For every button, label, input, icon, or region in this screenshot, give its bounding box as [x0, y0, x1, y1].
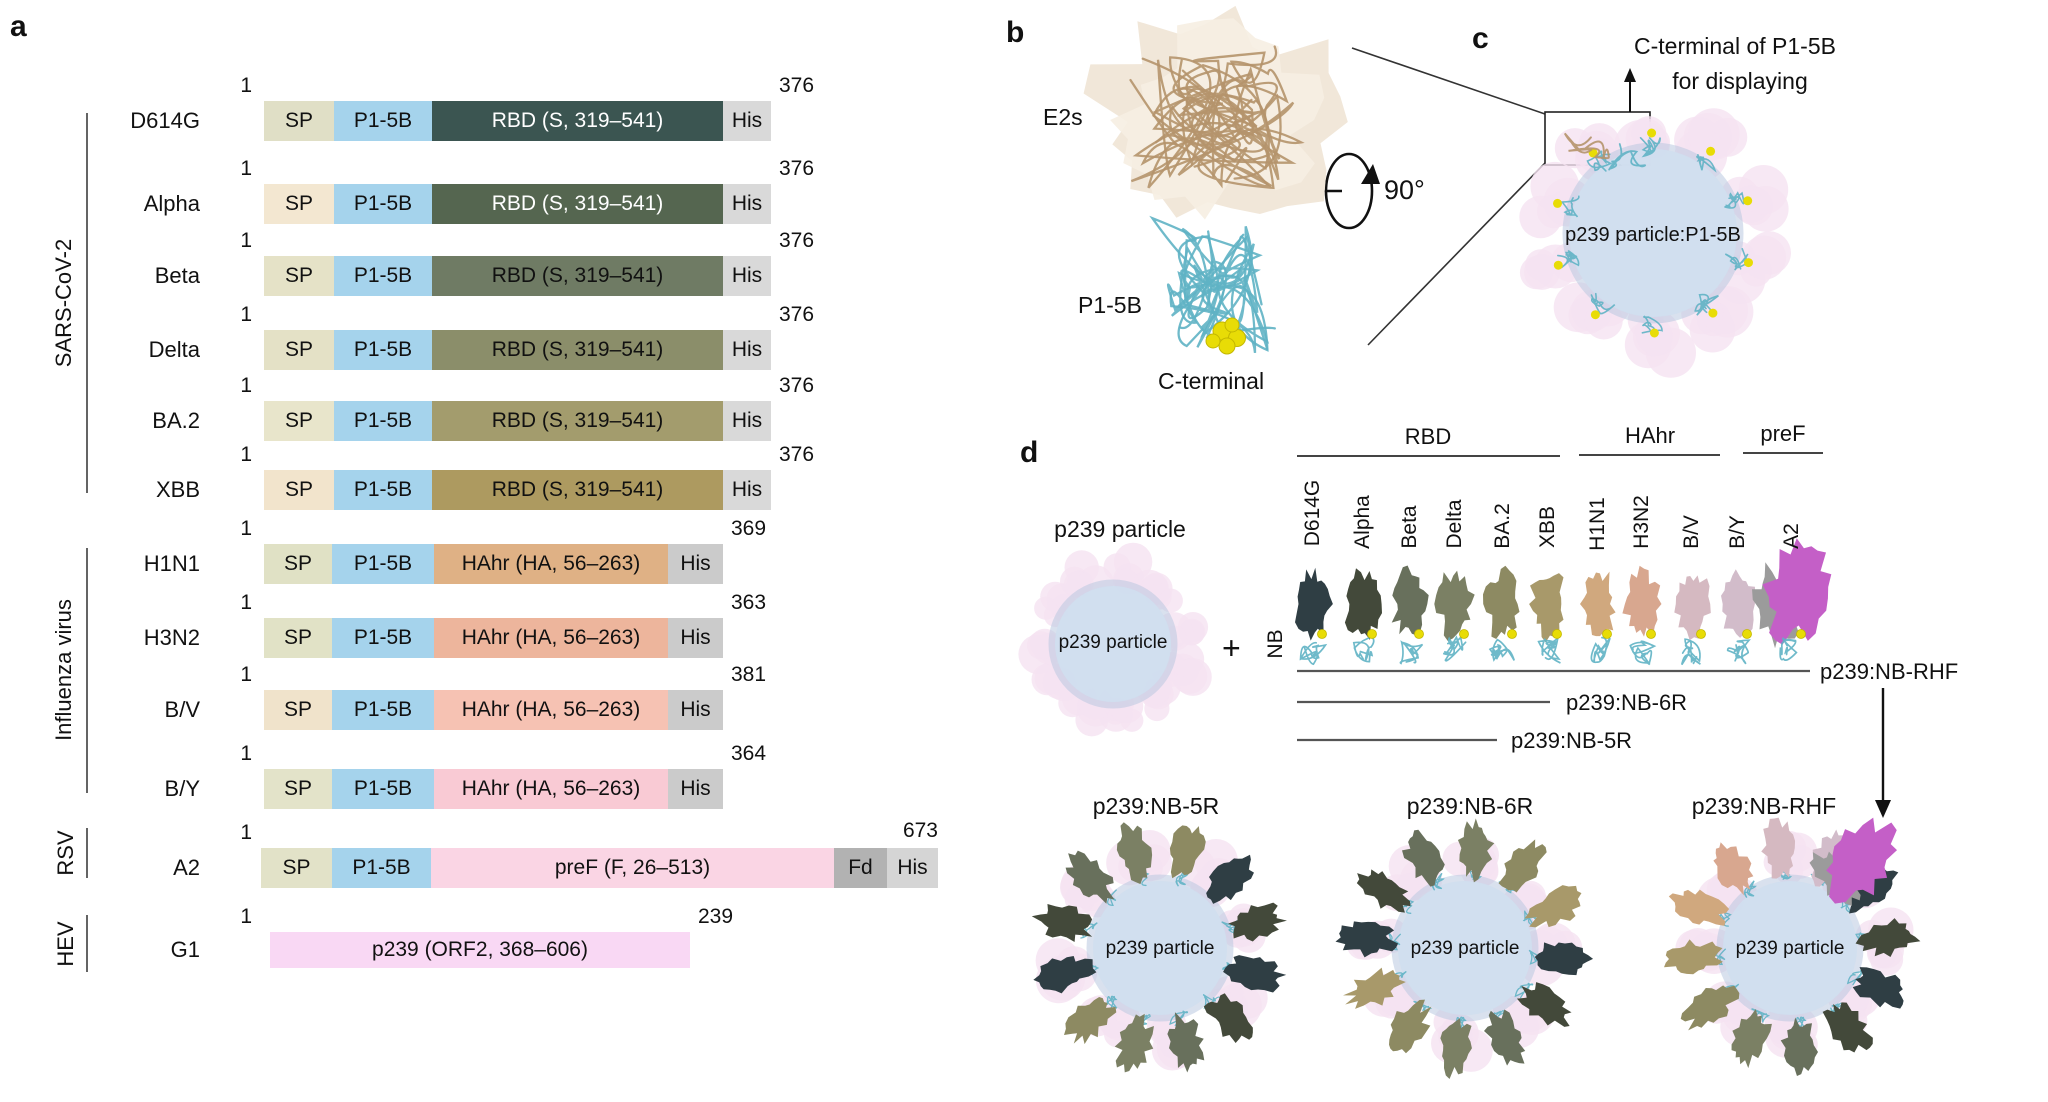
- segment-hahr: HAhr (HA, 56–263): [434, 618, 668, 658]
- column-label-h3n2: H3N2: [1630, 495, 1653, 549]
- construct-bar: [264, 544, 723, 584]
- segment-his: His: [723, 256, 771, 296]
- callout-text-line1: C-terminal of P1-5B: [1634, 33, 1836, 59]
- segment-rbd: RBD (S, 319–541): [432, 470, 723, 510]
- group-label-influenza: Influenza virus: [51, 599, 76, 741]
- end-residue: 376: [779, 443, 815, 466]
- end-residue: 363: [731, 591, 767, 614]
- segment-sp: SP: [264, 690, 332, 730]
- construct-name: D614G: [130, 108, 200, 133]
- segment-p1-5b: P1-5B: [334, 256, 432, 296]
- column-label-delta: Delta: [1443, 499, 1466, 549]
- segment-his: His: [723, 330, 771, 370]
- segment-p1-5b: P1-5B: [332, 769, 434, 809]
- column-label-bv: B/V: [1680, 515, 1703, 549]
- column-label-d614g: D614G: [1301, 479, 1324, 547]
- group-header-hahr: HAhr: [1624, 423, 1676, 448]
- segment-pref: preF (F, 26–513): [431, 848, 834, 888]
- construct-bar: [264, 330, 771, 370]
- construct-bar: [261, 848, 938, 888]
- construct-bar: [264, 256, 771, 296]
- start-residue: 1: [240, 74, 252, 97]
- segment-his: His: [723, 401, 771, 441]
- end-residue: 376: [779, 303, 815, 326]
- segment-p1-5b: P1-5B: [332, 690, 434, 730]
- end-residue: 369: [731, 517, 767, 540]
- construct-bar: [264, 184, 771, 224]
- column-label-by: B/Y: [1726, 515, 1749, 549]
- start-residue: 1: [240, 303, 252, 326]
- construct-name: A2: [173, 855, 200, 880]
- product-inner-nb-5r: p239 particle: [1105, 938, 1215, 959]
- line-label-nb-6r: p239:NB-6R: [1566, 690, 1688, 715]
- segment-sp: SP: [264, 256, 334, 296]
- group-label-rsv: RSV: [53, 830, 78, 876]
- start-residue: 1: [240, 663, 252, 686]
- panel-b-label: b: [1006, 16, 1025, 49]
- particle-c-label: p239 particle:P1-5B: [1565, 224, 1741, 246]
- segment-p1-5b: P1-5B: [332, 544, 434, 584]
- segment-sp: SP: [264, 470, 334, 510]
- plus-sign: +: [1222, 630, 1241, 666]
- segment-his: His: [723, 470, 771, 510]
- column-label-beta: Beta: [1398, 505, 1421, 549]
- construct-bar: [264, 101, 771, 141]
- start-residue: 1: [240, 517, 252, 540]
- segment-fd: Fd: [834, 848, 887, 888]
- construct-name: B/V: [164, 697, 200, 722]
- segment-his: His: [668, 769, 723, 809]
- line-label-nb-5r: p239:NB-5R: [1511, 728, 1633, 753]
- segment-p1-5b: P1-5B: [334, 330, 432, 370]
- segment-hahr: HAhr (HA, 56–263): [434, 544, 668, 584]
- group-header-pref: preF: [1760, 421, 1806, 446]
- product-label-nb-5r: p239:NB-5R: [1092, 793, 1220, 819]
- end-residue: 376: [779, 157, 815, 180]
- construct-bar: [264, 769, 723, 809]
- construct-row-h3n2: [0, 591, 2048, 658]
- construct-bar: [264, 690, 723, 730]
- segment-p239: p239 (ORF2, 368–606): [270, 932, 690, 968]
- p239-particle-title: p239 particle: [1054, 516, 1186, 542]
- segment-hahr: HAhr (HA, 56–263): [434, 690, 668, 730]
- construct-row-a2: [0, 819, 2048, 888]
- end-residue: 376: [779, 374, 815, 397]
- construct-name: H3N2: [143, 625, 200, 650]
- construct-name: B/Y: [164, 776, 200, 801]
- p1-5b-label: P1-5B: [1078, 292, 1142, 318]
- column-label-xbb: XBB: [1536, 505, 1559, 549]
- segment-p1-5b: P1-5B: [332, 618, 434, 658]
- segment-his: His: [668, 618, 723, 658]
- product-label-nb-rhf: p239:NB-RHF: [1691, 793, 1837, 819]
- segment-rbd: RBD (S, 319–541): [432, 184, 723, 224]
- construct-bar: [264, 618, 723, 658]
- product-label-nb-6r: p239:NB-6R: [1406, 793, 1534, 819]
- construct-name: Delta: [148, 337, 200, 362]
- line-label-nb-rhf: p239:NB-RHF: [1820, 659, 1959, 684]
- construct-name: BA.2: [152, 408, 200, 433]
- construct-name: Alpha: [143, 191, 200, 216]
- product-inner-nb-6r: p239 particle: [1410, 938, 1520, 959]
- group-label-hev: HEV: [53, 921, 78, 967]
- start-residue: 1: [240, 229, 252, 252]
- end-residue: 376: [779, 74, 815, 97]
- segment-p1-5b: P1-5B: [334, 184, 432, 224]
- segment-his: His: [723, 184, 771, 224]
- segment-p1-5b: P1-5B: [332, 848, 431, 888]
- start-residue: 1: [240, 443, 252, 466]
- construct-name: G1: [170, 937, 200, 962]
- segment-rbd: RBD (S, 319–541): [432, 401, 723, 441]
- segment-p1-5b: P1-5B: [334, 101, 432, 141]
- segment-rbd: RBD (S, 319–541): [432, 256, 723, 296]
- product-inner-nb-rhf: p239 particle: [1735, 938, 1845, 959]
- construct-bar: [270, 932, 690, 968]
- p239-particle-inner: p239 particle: [1058, 632, 1168, 653]
- rotation-angle-label: 90°: [1384, 175, 1425, 205]
- end-residue: 239: [698, 905, 734, 928]
- e2s-label: E2s: [1043, 104, 1083, 130]
- column-label-alpha: Alpha: [1351, 495, 1374, 549]
- start-residue: 1: [240, 591, 252, 614]
- end-residue: 381: [731, 663, 767, 686]
- column-label-ba2: BA.2: [1491, 503, 1514, 549]
- segment-sp: SP: [264, 769, 332, 809]
- segment-hahr: HAhr (HA, 56–263): [434, 769, 668, 809]
- segment-his: His: [668, 544, 723, 584]
- segment-his: His: [723, 101, 771, 141]
- end-residue: 364: [731, 742, 767, 765]
- nb-label: NB: [1264, 629, 1287, 659]
- start-residue: 1: [240, 821, 252, 844]
- panel-d-label: d: [1020, 436, 1039, 469]
- end-residue: 376: [779, 229, 815, 252]
- segment-sp: SP: [261, 848, 332, 888]
- segment-p1-5b: P1-5B: [334, 470, 432, 510]
- group-label-sars-cov-2: SARS-CoV-2: [51, 238, 76, 368]
- column-label-h1n1: H1N1: [1586, 497, 1609, 551]
- segment-sp: SP: [264, 618, 332, 658]
- segment-his: His: [887, 848, 938, 888]
- c-terminal-label: C-terminal: [1158, 368, 1265, 394]
- callout-text-line2: for displaying: [1672, 68, 1808, 94]
- segment-sp: SP: [264, 184, 334, 224]
- start-residue: 1: [240, 742, 252, 765]
- segment-rbd: RBD (S, 319–541): [432, 330, 723, 370]
- construct-name: XBB: [155, 477, 200, 502]
- start-residue: 1: [240, 905, 252, 928]
- segment-sp: SP: [264, 101, 334, 141]
- segment-sp: SP: [264, 544, 332, 584]
- column-label-a2: A2: [1780, 523, 1803, 549]
- construct-bar: [264, 401, 771, 441]
- group-header-rbd: RBD: [1404, 424, 1452, 449]
- construct-name: Beta: [154, 263, 200, 288]
- segment-his: His: [668, 690, 723, 730]
- end-residue: 673: [902, 819, 938, 842]
- construct-row-xbb: [0, 443, 2048, 510]
- start-residue: 1: [240, 374, 252, 397]
- segment-p1-5b: P1-5B: [334, 401, 432, 441]
- segment-sp: SP: [264, 330, 334, 370]
- construct-row-alpha: [0, 157, 2048, 224]
- panel-a-label: a: [10, 10, 27, 43]
- panel-c-label: c: [1472, 22, 1489, 55]
- segment-rbd: RBD (S, 319–541): [432, 101, 723, 141]
- start-residue: 1: [240, 157, 252, 180]
- segment-sp: SP: [264, 401, 334, 441]
- construct-bar: [264, 470, 771, 510]
- construct-name: H1N1: [143, 551, 200, 576]
